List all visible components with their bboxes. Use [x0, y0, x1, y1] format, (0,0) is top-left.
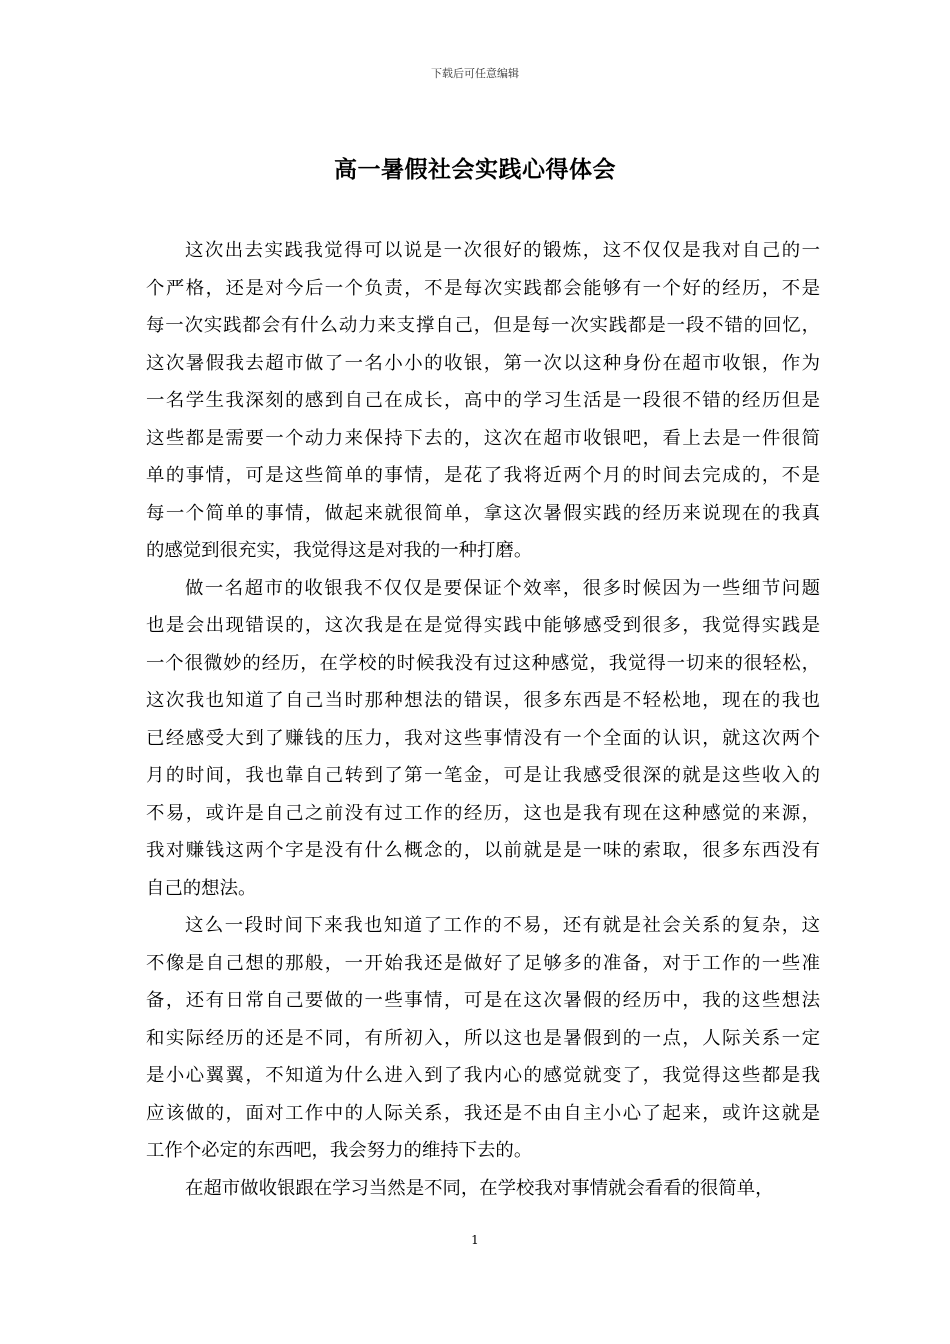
text-line: 应该做的，面对工作中的人际关系，我还是不由自主小心了起来，或许这就是: [146, 1102, 820, 1124]
paragraph: [146, 1170, 820, 1208]
text-line: 自己的想法。: [146, 877, 257, 899]
paragraph: [146, 570, 820, 908]
text-line: 是小心翼翼，不知道为什么进入到了我内心的感觉就变了，我觉得这些都是我: [146, 1065, 820, 1086]
text-line: 每一次实践都会有什么动力来支撑自己，但是每一次实践都是一段不错的回忆，: [146, 315, 820, 336]
text-line: 月的时间，我也靠自己转到了第一笔金，可是让我感受很深的就是这些收入的: [146, 765, 820, 786]
text-line: 个严格，还是对今后一个负责，不是每次实践都会能够有一个好的经历，不是: [146, 277, 820, 299]
page-number: 1: [471, 1233, 479, 1247]
text-line: 备，还有日常自己要做的一些事情，可是在这次暑假的经历中，我的这些想法: [146, 990, 820, 1011]
header-note: 下载后可任意编辑: [431, 67, 519, 80]
text-line: 在超市做收银跟在学习当然是不同，在学校我对事情就会看看的很简单，: [185, 1177, 774, 1199]
text-line: 这次出去实践我觉得可以说是一次很好的锻炼，这不仅仅是我对自己的一: [185, 240, 820, 261]
text-line: 单的事情，可是这些简单的事情，是花了我将近两个月的时间去完成的，不是: [146, 465, 820, 486]
text-line: 和实际经历的还是不同，有所初入，所以这也是暑假到的一点，人际关系一定: [146, 1027, 820, 1049]
text-line: 这次我也知道了自己当时那种想法的错误，很多东西是不轻松地，现在的我也: [146, 690, 820, 711]
text-line: 不易，或许是自己之前没有过工作的经历，这也是我有现在这种感觉的来源，: [146, 802, 820, 824]
text-line: 这么一段时间下来我也知道了工作的不易，还有就是社会关系的复杂，这: [185, 915, 820, 936]
text-line: 不像是自己想的那般，一开始我还是做好了足够多的准备，对于工作的一些准: [146, 952, 820, 974]
text-line: 已经感受大到了赚钱的压力，我对这些事情没有一个全面的认识，就这次两个: [146, 727, 820, 749]
text-line: 的感觉到很充实，我觉得这是对我的一种打磨。: [146, 540, 533, 561]
text-line: 工作个必定的东西吧，我会努力的维持下去的。: [146, 1140, 533, 1161]
text-line: 这次暑假我去超市做了一名小小的收银，第一次以这种身份在超市收银，作为: [146, 352, 820, 374]
text-line: 一名学生我深刻的感到自己在成长，高中的学习生活是一段很不错的经历但是: [146, 390, 820, 411]
text-line: 也是会出现错误的，这次我是在是觉得实践中能够感受到很多，我觉得实践是: [146, 615, 820, 636]
document-body: [146, 232, 820, 1207]
paragraph: [146, 232, 820, 570]
document-title: 高一暑假社会实践心得体会: [334, 156, 616, 183]
text-line: 我对赚钱这两个字是没有什么概念的，以前就是是一味的索取，很多东西没有: [146, 840, 820, 861]
text-line: 一个很微妙的经历，在学校的时候我没有过这种感觉，我觉得一切来的很轻松，: [146, 652, 820, 674]
text-line: 每一个简单的事情，做起来就很简单，拿这次暑假实践的经历来说现在的我真: [146, 502, 820, 524]
text-line: 做一名超市的收银我不仅仅是要保证个效率，很多时候因为一些细节问题: [185, 577, 820, 599]
text-line: 这些都是需要一个动力来保持下去的，这次在超市收银吧，看上去是一件很简: [146, 427, 820, 449]
paragraph: [146, 907, 820, 1170]
